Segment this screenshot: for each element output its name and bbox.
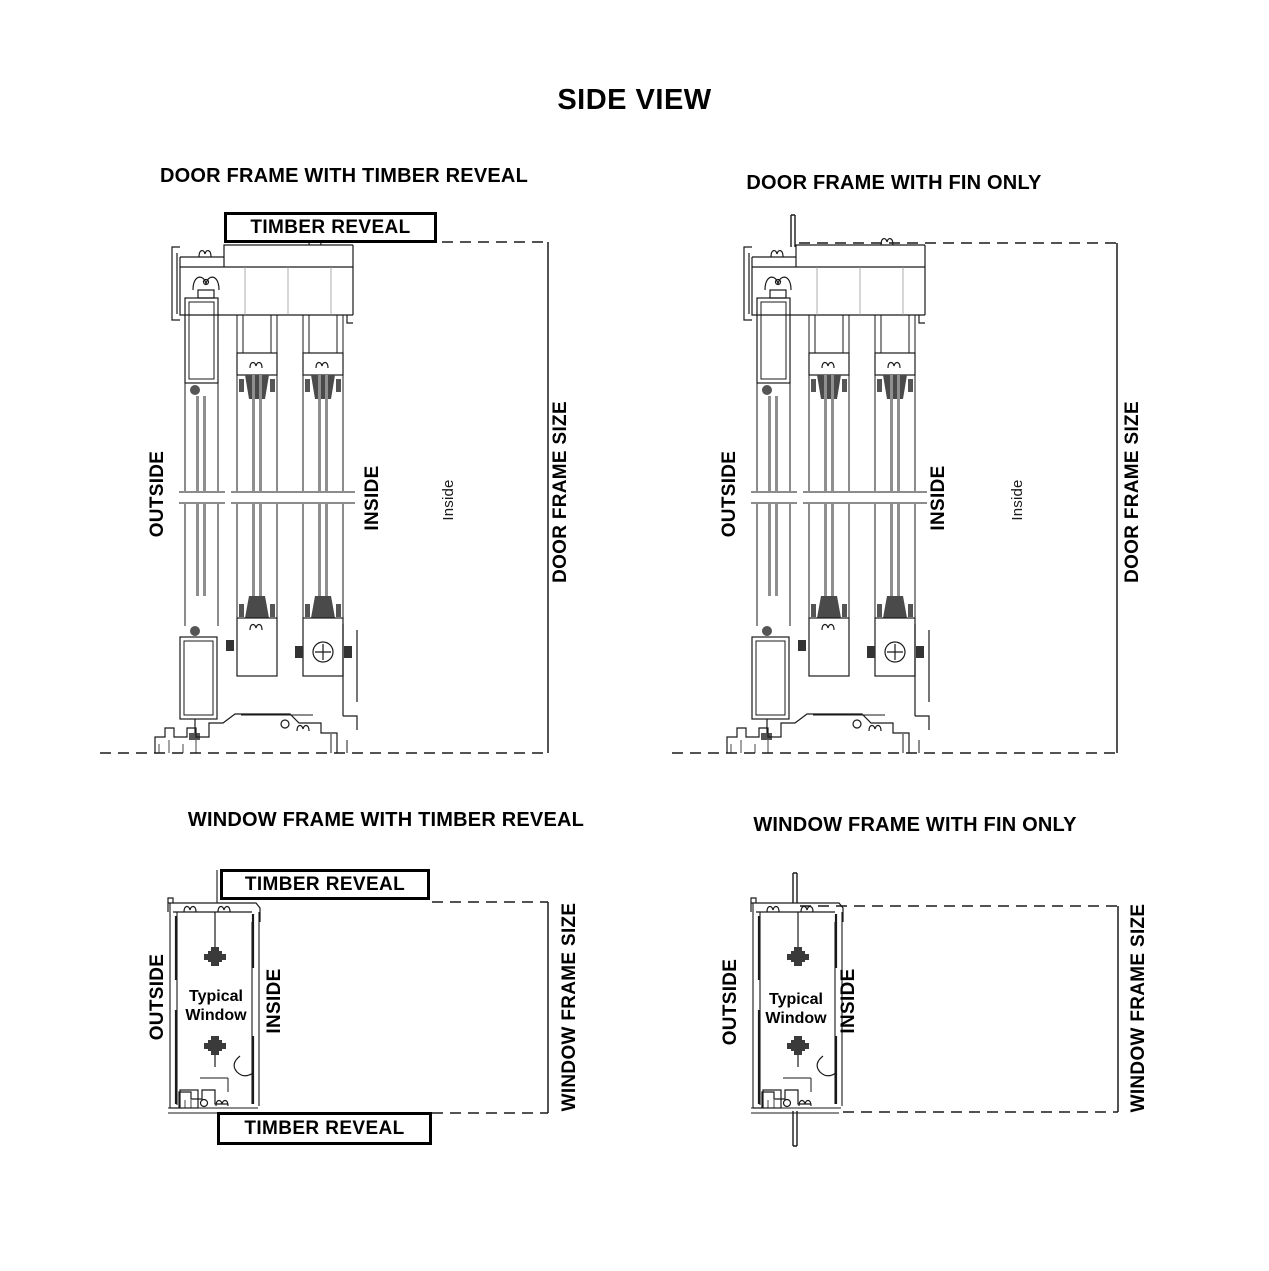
outside-label-door-timber: OUTSIDE <box>147 450 168 538</box>
mounting-fin-top <box>793 873 797 903</box>
timber-reveal-text: TIMBER REVEAL <box>244 873 406 895</box>
panel-title-door-fin: DOOR FRAME WITH FIN ONLY <box>746 172 1042 194</box>
panel-title-window-timber: WINDOW FRAME WITH TIMBER REVEAL <box>187 809 585 831</box>
inside-label-window-timber: INSIDE <box>264 968 285 1034</box>
timber-reveal-text: TIMBER REVEAL <box>244 1117 405 1139</box>
timber-reveal-label <box>224 212 437 243</box>
inside-label-window-fin: INSIDE <box>838 968 859 1034</box>
outside-label-window-timber: OUTSIDE <box>147 953 168 1041</box>
door-frame-size-label-left: DOOR FRAME SIZE <box>550 401 571 583</box>
inside-label-door-fin: INSIDE <box>928 465 949 531</box>
inside-annotation-door-fin: Inside <box>1008 479 1026 521</box>
outside-label-window-fin: OUTSIDE <box>720 958 741 1046</box>
timber-reveal-label-top <box>220 869 430 900</box>
window-frame-size-label-right: WINDOW FRAME SIZE <box>1128 903 1149 1113</box>
panel-title-window-fin: WINDOW FRAME WITH FIN ONLY <box>753 814 1077 836</box>
window-frame-size-label-left: WINDOW FRAME SIZE <box>559 902 580 1112</box>
typical-window-label: Typical Window <box>185 988 247 1024</box>
outside-label-door-fin: OUTSIDE <box>719 450 740 538</box>
inside-annotation-door-timber: Inside <box>439 479 457 521</box>
mounting-fin-top <box>791 215 795 247</box>
inside-label-door-timber: INSIDE <box>362 465 383 531</box>
panel-title-door-timber: DOOR FRAME WITH TIMBER REVEAL <box>159 165 528 187</box>
page-title: SIDE VIEW <box>557 84 712 116</box>
door-frame-size-label-right: DOOR FRAME SIZE <box>1122 401 1143 583</box>
timber-reveal-label-bottom <box>217 1112 432 1145</box>
timber-reveal-text: TIMBER REVEAL <box>250 216 411 238</box>
mounting-fin-bottom <box>793 1111 797 1146</box>
typical-window-label: Typical Window <box>765 991 827 1027</box>
